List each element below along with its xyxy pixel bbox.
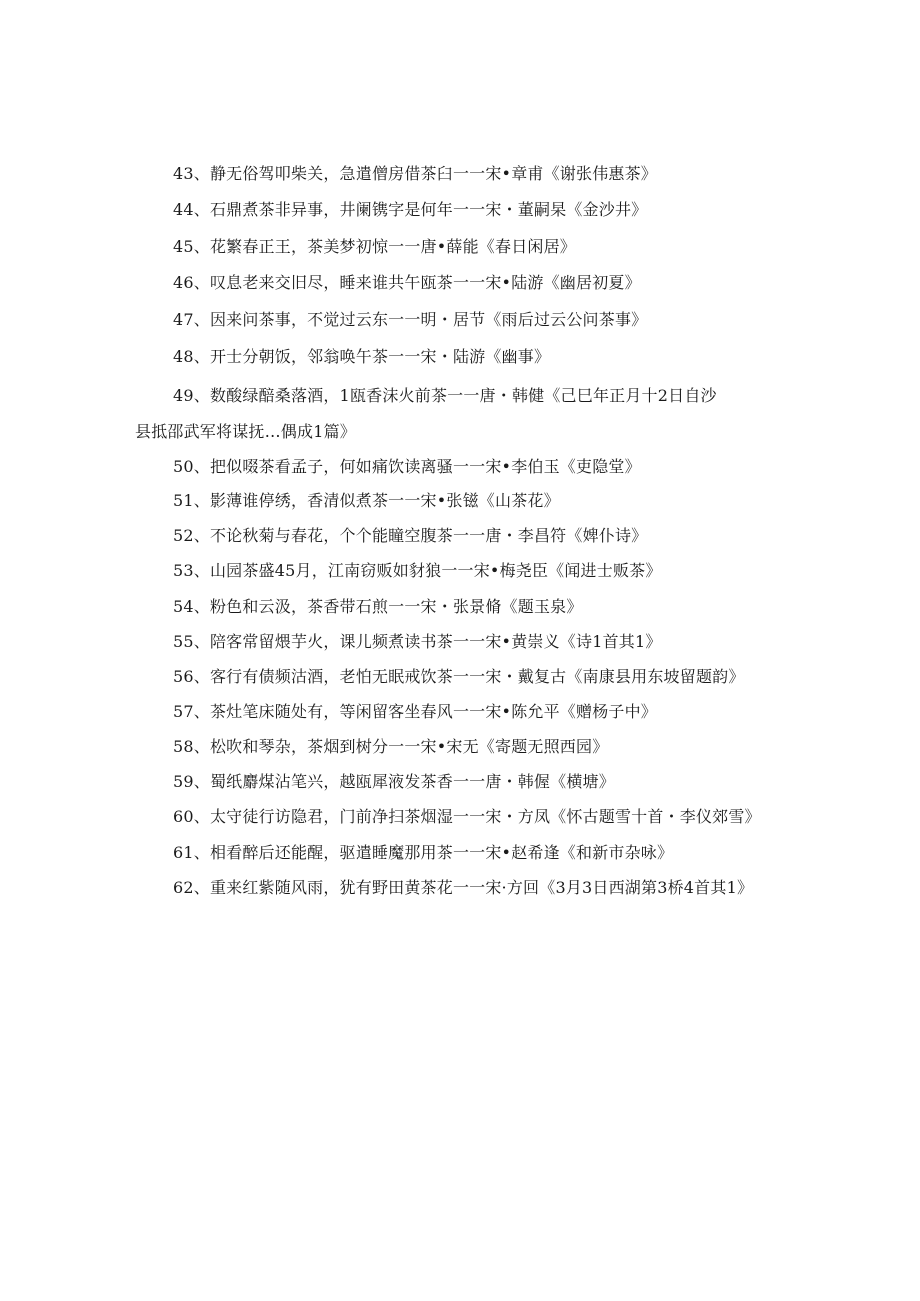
- poem-line-58: 58、松吹和琴杂，茶烟到树分一一宋•宋无《寄题无照西园》: [173, 737, 609, 756]
- poem-line-54: 54、粉色和云汲，茶香带石煎一一宋・张景脩《题玉泉》: [173, 597, 583, 616]
- poem-line-61: 61、相看醉后还能醒，驱遣睡魔那用茶一一宋•赵希逢《和新市杂咏》: [173, 843, 674, 862]
- poem-line-44: 44、石鼎煮茶非异事，井阑镌字是何年一一宋・董嗣杲《金沙井》: [173, 200, 648, 219]
- poem-line-46: 46、叹息老来交旧尽，睡来谁共午瓯茶一一宋•陆游《幽居初夏》: [173, 273, 641, 292]
- poem-line-43: 43、静无俗驾叩柴关，急遣僧房借茶臼一一宋•章甫《谢张伟惠茶》: [173, 164, 657, 183]
- poem-line-50: 50、把似啜茶看孟子，何如痛饮读离骚一一宋•李伯玉《吏隐堂》: [173, 457, 641, 476]
- poem-line-53: 53、山园茶盛45月，江南窃贩如豺狼一一宋•梅尧臣《闻进士贩茶》: [173, 561, 662, 580]
- poem-line-60: 60、太守徒行访隐君，门前净扫茶烟湿一一宋・方凤《怀古题雪十首・李仪郊雪》: [173, 807, 761, 826]
- poem-line-56: 56、客行有债频沽酒，老怕无眠戒饮茶一一宋・戴复古《南康县用东坡留题韵》: [173, 667, 745, 686]
- poem-line-45: 45、花繁春正王，茶美梦初惊一一唐•薛能《春日闲居》: [173, 237, 576, 256]
- poem-line-49-continued: 县抵邵武军将谋抚…偶成1篇》: [135, 422, 356, 441]
- poem-line-49: 49、数酸绿醅桑落酒，1瓯香沫火前茶一一唐・韩健《己巳年正月十2日自沙: [173, 386, 717, 405]
- poem-line-48: 48、开士分朝饭，邻翁唤午茶一一宋・陆游《幽事》: [173, 347, 551, 366]
- poem-line-57: 57、茶灶笔床随处有，等闲留客坐春风一一宋•陈允平《赠杨子中》: [173, 702, 657, 721]
- poem-line-55: 55、陪客常留煨芋火，课儿频煮读书茶一一宋•黄崇义《诗1首其1》: [173, 632, 662, 651]
- poem-line-62: 62、重来红紫随风雨，犹有野田黄茶花一一宋·方回《3月3日西湖第3桥4首其1》: [173, 878, 754, 897]
- poem-line-59: 59、蜀纸麝煤沾笔兴，越瓯犀液发茶香一一唐・韩偓《横塘》: [173, 772, 615, 791]
- poem-line-52: 52、不论秋菊与春花，个个能瞳空腹茶一一唐・李昌符《婢仆诗》: [173, 526, 648, 545]
- poem-line-51: 51、影薄谁停绣，香清似煮茶一一宋•张镃《山茶花》: [173, 491, 560, 510]
- poem-line-47: 47、因来问茶事，不觉过云东一一明・居节《雨后过云公问茶事》: [173, 310, 648, 329]
